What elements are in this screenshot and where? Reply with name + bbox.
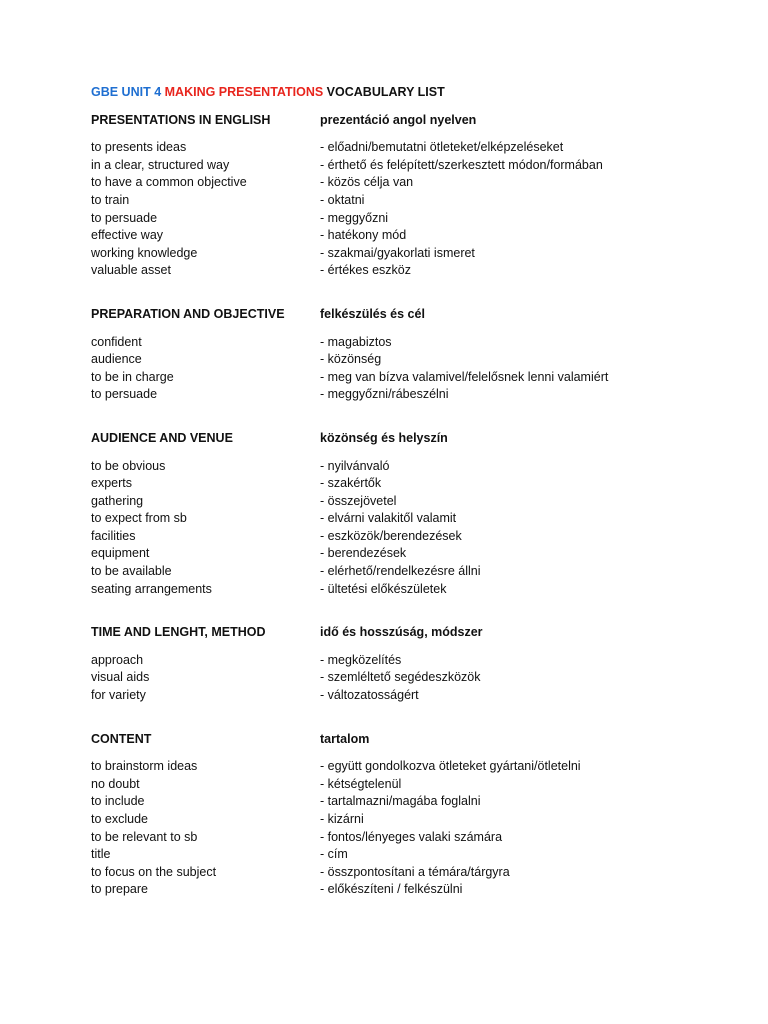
section-header [91, 624, 711, 642]
vocab-row [91, 386, 711, 404]
vocab-row [91, 829, 711, 847]
english-term: visual aids [91, 670, 150, 685]
english-term: to brainstorm ideas [91, 759, 198, 774]
hungarian-translation: - elérhető/rendelkezésre állni [320, 564, 481, 579]
hungarian-translation: - közös célja van [320, 175, 414, 190]
section-header [91, 430, 711, 448]
vocab-row [91, 864, 711, 882]
vocab-row [91, 157, 711, 175]
hungarian-translation: - hatékony mód [320, 228, 407, 243]
english-term: to persuade [91, 387, 158, 402]
section-heading-english: AUDIENCE AND VENUE [91, 430, 233, 445]
vocab-section [91, 306, 711, 404]
hungarian-translation: - eszközök/berendezések [320, 528, 462, 543]
hungarian-translation: - előadni/bemutatni ötleteket/elképzeléseket [320, 140, 564, 155]
section-header [91, 731, 711, 749]
english-term: confident [91, 334, 142, 349]
section-heading-english: PRESENTATIONS IN ENGLISH [91, 112, 271, 127]
hungarian-translation: - nyilvánvaló [320, 458, 390, 473]
english-term: to exclude [91, 812, 148, 826]
section-header [91, 306, 711, 324]
section-heading-english: CONTENT [91, 731, 152, 746]
vocab-row [91, 262, 711, 280]
section-heading-hungarian: prezentáció angol nyelven [320, 112, 477, 127]
vocab-row [91, 192, 711, 210]
english-term: gathering [91, 493, 144, 508]
section-heading-hungarian: tartalom [320, 731, 370, 746]
vocab-section [91, 112, 711, 280]
english-term: to persuade [91, 210, 158, 225]
vocab-row [91, 139, 711, 157]
vocab-row [91, 758, 711, 776]
english-term: no doubt [91, 776, 140, 791]
vocab-row [91, 351, 711, 369]
vocab-row [91, 475, 711, 493]
vocab-row [91, 581, 711, 599]
english-term: seating arrangements [91, 581, 212, 596]
vocab-row [91, 881, 711, 899]
title-unit: GBE UNIT 4 [91, 85, 165, 99]
english-term: audience [91, 352, 142, 367]
vocab-row [91, 793, 711, 811]
hungarian-translation: - érthető és felépített/szerkesztett módon/formában [320, 157, 603, 172]
english-term: experts [91, 476, 132, 491]
hungarian-translation: - ültetési előkészületek [320, 581, 447, 596]
english-term: facilities [91, 528, 136, 543]
english-term: in a clear, structured way [91, 157, 230, 172]
vocab-row [91, 528, 711, 546]
vocabulary-document [91, 84, 711, 925]
vocab-row [91, 563, 711, 581]
vocab-row [91, 493, 711, 511]
english-term: working knowledge [91, 245, 198, 260]
hungarian-translation: - meggyőzni [320, 210, 389, 225]
vocab-row [91, 846, 711, 864]
hungarian-translation: - változatosságért [320, 688, 419, 703]
english-term: to be obvious [91, 458, 166, 473]
hungarian-translation: - közönség [320, 352, 382, 367]
title-topic: MAKING PRESENTATIONS [164, 85, 324, 99]
hungarian-translation: - szakmai/gyakorlati ismeret [320, 245, 475, 260]
vocab-row [91, 210, 711, 228]
english-term: equipment [91, 546, 150, 561]
hungarian-translation: - elvárni valakitől valamit [320, 511, 457, 526]
vocab-row [91, 811, 711, 829]
hungarian-translation: - szakértők [320, 476, 382, 491]
english-term: to be relevant to sb [91, 829, 198, 844]
section-heading-hungarian: felkészülés és cél [320, 306, 425, 321]
vocab-row [91, 510, 711, 528]
english-term: title [91, 847, 111, 862]
vocab-row [91, 334, 711, 352]
english-term: to presents ideas [91, 140, 187, 155]
english-term: to be available [91, 564, 172, 579]
english-term: valuable asset [91, 263, 171, 278]
vocab-section [91, 430, 711, 598]
hungarian-translation: - tartalmazni/magába foglalni [320, 794, 481, 809]
hungarian-translation: - értékes eszköz [320, 263, 412, 278]
english-term: for variety [91, 688, 146, 703]
section-header [91, 112, 711, 130]
vocabulary-sections [91, 112, 711, 899]
vocab-section [91, 731, 711, 899]
hungarian-translation: - cím [320, 847, 348, 862]
english-term: effective way [91, 228, 164, 243]
hungarian-translation: - oktatni [320, 192, 365, 207]
english-term: to have a common objective [91, 175, 247, 190]
vocab-row [91, 687, 711, 705]
vocab-row [91, 652, 711, 670]
english-term: approach [91, 652, 144, 667]
english-term: to include [91, 794, 145, 809]
vocab-row [91, 458, 711, 476]
hungarian-translation: - fontos/lényeges valaki számára [320, 829, 503, 844]
document-title [91, 84, 711, 102]
vocab-row [91, 545, 711, 563]
hungarian-translation: - meg van bízva valamivel/felelősnek lenni valamiért [320, 369, 609, 384]
vocab-row [91, 369, 711, 387]
hungarian-translation: - összejövetel [320, 493, 397, 508]
title-list: VOCABULARY LIST [323, 85, 445, 99]
vocab-row [91, 669, 711, 687]
english-term: to prepare [91, 882, 148, 897]
section-heading-hungarian: közönség és helyszín [320, 430, 448, 445]
hungarian-translation: - kétségtelenül [320, 776, 402, 791]
english-term: to be in charge [91, 369, 174, 384]
hungarian-translation: - kizárni [320, 812, 364, 826]
hungarian-translation: - meggyőzni/rábeszélni [320, 387, 449, 402]
hungarian-translation: - megközelítés [320, 652, 402, 667]
section-heading-english: PREPARATION AND OBJECTIVE [91, 306, 285, 321]
hungarian-translation: - szemléltető segédeszközök [320, 670, 481, 685]
vocab-row [91, 245, 711, 263]
vocab-section [91, 624, 711, 704]
english-term: to train [91, 192, 130, 207]
section-heading-hungarian: idő és hosszúság, módszer [320, 625, 483, 640]
section-heading-english: TIME AND LENGHT, METHOD [91, 625, 266, 640]
hungarian-translation: - együtt gondolkozva ötleteket gyártani/ötletelni [320, 759, 581, 774]
english-term: to expect from sb [91, 511, 187, 526]
hungarian-translation: - magabiztos [320, 334, 392, 349]
vocab-row [91, 174, 711, 192]
vocab-row [91, 776, 711, 794]
vocab-row [91, 227, 711, 245]
hungarian-translation: - összpontosítani a témára/tárgyra [320, 864, 510, 879]
english-term: to focus on the subject [91, 864, 217, 879]
hungarian-translation: - berendezések [320, 546, 407, 561]
hungarian-translation: - előkészíteni / felkészülni [320, 882, 463, 897]
